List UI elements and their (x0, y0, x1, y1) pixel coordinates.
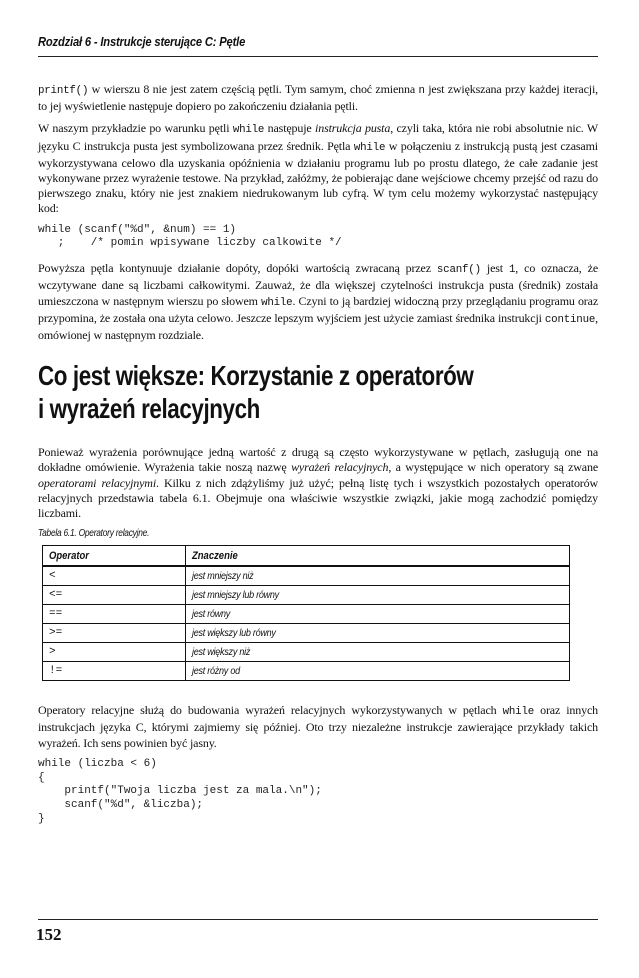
meaning-text: jest większy lub równy (192, 627, 276, 640)
operator-cell: > (43, 643, 186, 662)
inline-code: while (353, 141, 386, 154)
column-header-operator-label: Operator (49, 549, 89, 562)
table-row (43, 624, 570, 643)
meaning-cell (186, 605, 570, 624)
operator-cell: < (43, 566, 186, 586)
table-header-row (43, 546, 570, 567)
column-header-meaning (186, 546, 570, 567)
meaning-text: jest różny od (192, 665, 240, 678)
meaning-cell (186, 624, 570, 643)
meaning-cell (186, 662, 570, 681)
text-run: . Czyni to ją bardziej widoczną przy przeglądaniu programu oraz przypomina, że została ona użyta celowo. Jeszcze lepszym wyjściem jest użycie zamiast średnika instrukcji (38, 293, 599, 325)
inline-code: printf() (38, 85, 89, 97)
text-run: W naszym przykładzie po warunku pętli (38, 121, 233, 136)
text-run: jest zwiększana przy każdej iteracji, to jej wyświetlenie następuje dopiero po zakończeniu działania pętli. (38, 82, 598, 114)
inline-code: continue (544, 313, 596, 326)
column-header-meaning-label: Znaczenie (192, 549, 238, 562)
operator-cell: == (43, 605, 186, 624)
table-row (43, 586, 570, 605)
table-row (43, 605, 570, 624)
page-content (38, 82, 598, 837)
running-header: Rozdział 6 - Instrukcje sterujące C: Pętle (38, 34, 246, 49)
text-run: w wierszu 8 nie jest zatem częścią pętli. Tym samym, choć zmienna (88, 82, 419, 96)
text-run: , omówionej w następnym rozdziale. (38, 310, 598, 343)
meaning-text: jest równy (192, 608, 231, 621)
text-run: w połączeniu z instrukcją pustą jest czasami wykorzystywana celowo dla uzyskania opóźnienia w działaniu programu lub po prostu dlatego, że całe zadanie jest wykonywane przez wyrażenie testowe. Na przykład, załóżmy, że pobierając dane wejściowe chcemy przejść od razu do pierwszego znaku, który nie jest znakiem niedrukowanym lub cyfrą. W tym celu możemy wykorzystać następujący kod: (38, 138, 598, 216)
text-run: Powyższa pętla kontynuuje działanie dopóty, dopóki wartością zwracaną przez (38, 261, 437, 276)
meaning-text: jest mniejszy lub równy (192, 589, 279, 602)
code-block-1: while (scanf("%d", &num) == 1) ; /* pomin wpisywane liczby calkowite */ (38, 223, 342, 250)
operator-cell: >= (43, 624, 186, 643)
text-run: następuje (264, 121, 316, 136)
emphasis-term: instrukcja pusta (315, 121, 391, 136)
text-run: , a występujące w nich operatory są zwane (388, 460, 599, 475)
table-row (43, 662, 570, 681)
section-heading-line-2: i wyrażeń relacyjnych (38, 393, 260, 425)
meaning-text: jest większy niż (192, 646, 251, 659)
text-run: oraz innych instrukcjach języka C, którymi zajmiemy się później. Oto trzy niezależne instrukcje zawierające przykłady takich wyrażeń. Ich sens powinien być jasny. (38, 703, 598, 750)
emphasis-term: wyrażeń relacyjnych (291, 460, 389, 475)
column-header-operator (43, 546, 186, 567)
inline-code: scanf() (436, 264, 481, 277)
paragraph-3 (38, 261, 598, 343)
paragraph-2 (38, 121, 598, 216)
meaning-text: jest mniejszy niż (192, 570, 254, 583)
inline-code: 1 (508, 264, 516, 277)
section-heading-line-1: Co jest większe: Korzystanie z operatorów (38, 360, 474, 392)
page-number: 152 (36, 925, 62, 944)
table-caption: Tabela 6.1. Operatory relacyjne. (38, 528, 150, 540)
relational-operators-table (42, 545, 570, 681)
paragraph-4 (38, 445, 598, 521)
meaning-cell (186, 586, 570, 605)
inline-code: while (232, 124, 265, 137)
text-run: Operatory relacyjne służą do budowania wyrażeń relacyjnych wykorzystywanych w pętlach (38, 703, 503, 718)
table-row (43, 566, 570, 586)
inline-code: while (502, 706, 535, 719)
meaning-cell (186, 643, 570, 662)
text-run: , co oznacza, że wczytywane dane są liczbami całkowitymi. Zauważ, że dla większej czytelności instrukcja pusta (średnik) została umieszczona w następnym wierszu po słowem (38, 261, 598, 308)
operator-cell: != (43, 662, 186, 681)
code-block-2: while (liczba < 6) { printf("Twoja liczba jest za mala.\n"); scanf("%d", &liczba); } (38, 757, 322, 826)
operator-cell: <= (43, 586, 186, 605)
paragraph-1 (38, 82, 598, 114)
inline-code: n (418, 85, 425, 97)
footer-rule (38, 919, 598, 920)
header-rule (38, 56, 598, 57)
text-run: Ponieważ wyrażenia porównujące jedną wartość z drugą są często wykorzystywane w pętlach, zasługują one na dokładne omówienie. Wyrażenia takie noszą nazwę (38, 445, 598, 475)
text-run: , czyli taka, która nie robi absolutnie nic. W języku C instrukcja pusta jest symbolizowana przez średnik. Pętla (38, 121, 598, 153)
text-run: . Kilku z nich zdążyliśmy już użyć; pełną listę tych i wszystkich pozostałych operatorów relacyjnych przedstawia tabela 6.1. Obejmuje ona właściwie wszystkie związki, jakie mogą zachodzić pomiędzy liczbami. (38, 475, 599, 521)
paragraph-5 (38, 703, 598, 751)
section-heading (38, 359, 598, 425)
table-row (43, 643, 570, 662)
meaning-cell (186, 566, 570, 586)
text-run: jest (480, 261, 509, 276)
emphasis-term: operatorami relacyjnymi (38, 475, 157, 490)
inline-code: while (261, 296, 293, 309)
